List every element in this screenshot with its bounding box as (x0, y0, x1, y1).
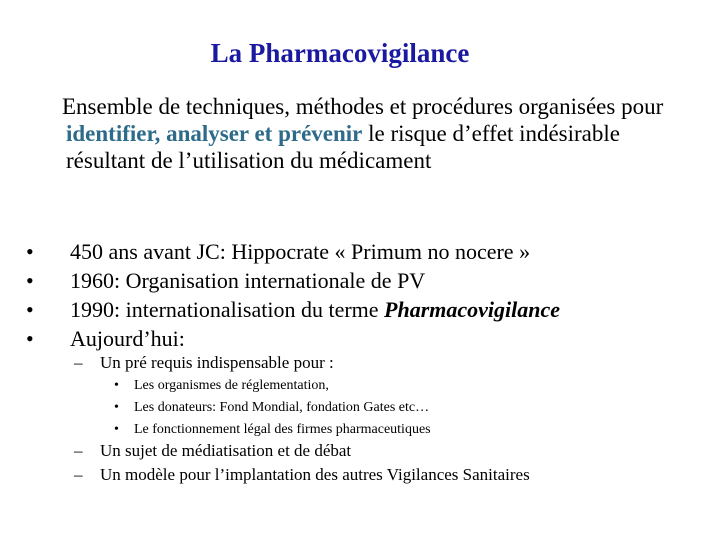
slide-title: La Pharmacovigilance (210, 38, 470, 68)
bullet-text: : Hippocrate « Primum no nocere » (219, 239, 531, 264)
list-item (26, 295, 706, 324)
bullet-marker: • (114, 422, 119, 437)
sub-list-item (74, 464, 694, 486)
bullet-marker: • (26, 268, 34, 293)
sub-sub-list-item (114, 375, 674, 397)
bullet-lead: 1990 (70, 297, 114, 322)
sub-item-text: Un modèle pour l’implantation des autres Vigilances Sanitaires (100, 465, 530, 484)
bullet-marker: • (114, 400, 119, 415)
bullet-lead: Aujourd’hui: (70, 326, 185, 351)
bullet-emphasis: Pharmacovigilance (384, 297, 561, 322)
list-item (26, 237, 706, 266)
sub-sub-item-text: Les donateurs: Fond Mondial, fondation Gates etc… (134, 400, 430, 415)
bullet-marker: • (26, 297, 34, 322)
sub-sub-list-item (114, 397, 674, 419)
intro-text-start: Ensemble de techniques, méthodes et procédures organisées pour (62, 94, 664, 119)
sub-sub-list-item (114, 419, 674, 441)
sub-list-item (74, 440, 694, 462)
sub-item-text: Un pré requis indispensable pour : (100, 353, 334, 372)
bullet-text: : Organisation internationale de PV (114, 268, 426, 293)
sub-list-item (74, 352, 694, 374)
bullet-marker: • (26, 326, 34, 351)
intro-text-end: le risque d’effet indésirable résultant de l’utilisation du médicament (66, 121, 620, 173)
sub-item-text: Un sujet de médiatisation et de débat (100, 441, 352, 460)
intro-highlight: identifier, analyser et prévenir (66, 121, 363, 146)
dash-marker: – (74, 353, 83, 372)
list-item (26, 324, 706, 353)
bullet-marker: • (114, 378, 119, 393)
main-bullet-list (26, 237, 706, 353)
dash-marker: – (74, 465, 83, 484)
bullet-lead: 450 ans avant JC (70, 239, 220, 264)
bullet-text: : internationalisation du terme (114, 297, 385, 322)
sub-sub-item-text: Le fonctionnement légal des firmes pharmaceutiques (134, 422, 431, 437)
bullet-lead: 1960 (70, 268, 114, 293)
intro-paragraph (62, 93, 686, 174)
bullet-marker: • (26, 239, 34, 264)
list-item (26, 266, 706, 295)
dash-marker: – (74, 441, 83, 460)
sub-sub-item-text: Les organismes de réglementation, (134, 378, 329, 393)
